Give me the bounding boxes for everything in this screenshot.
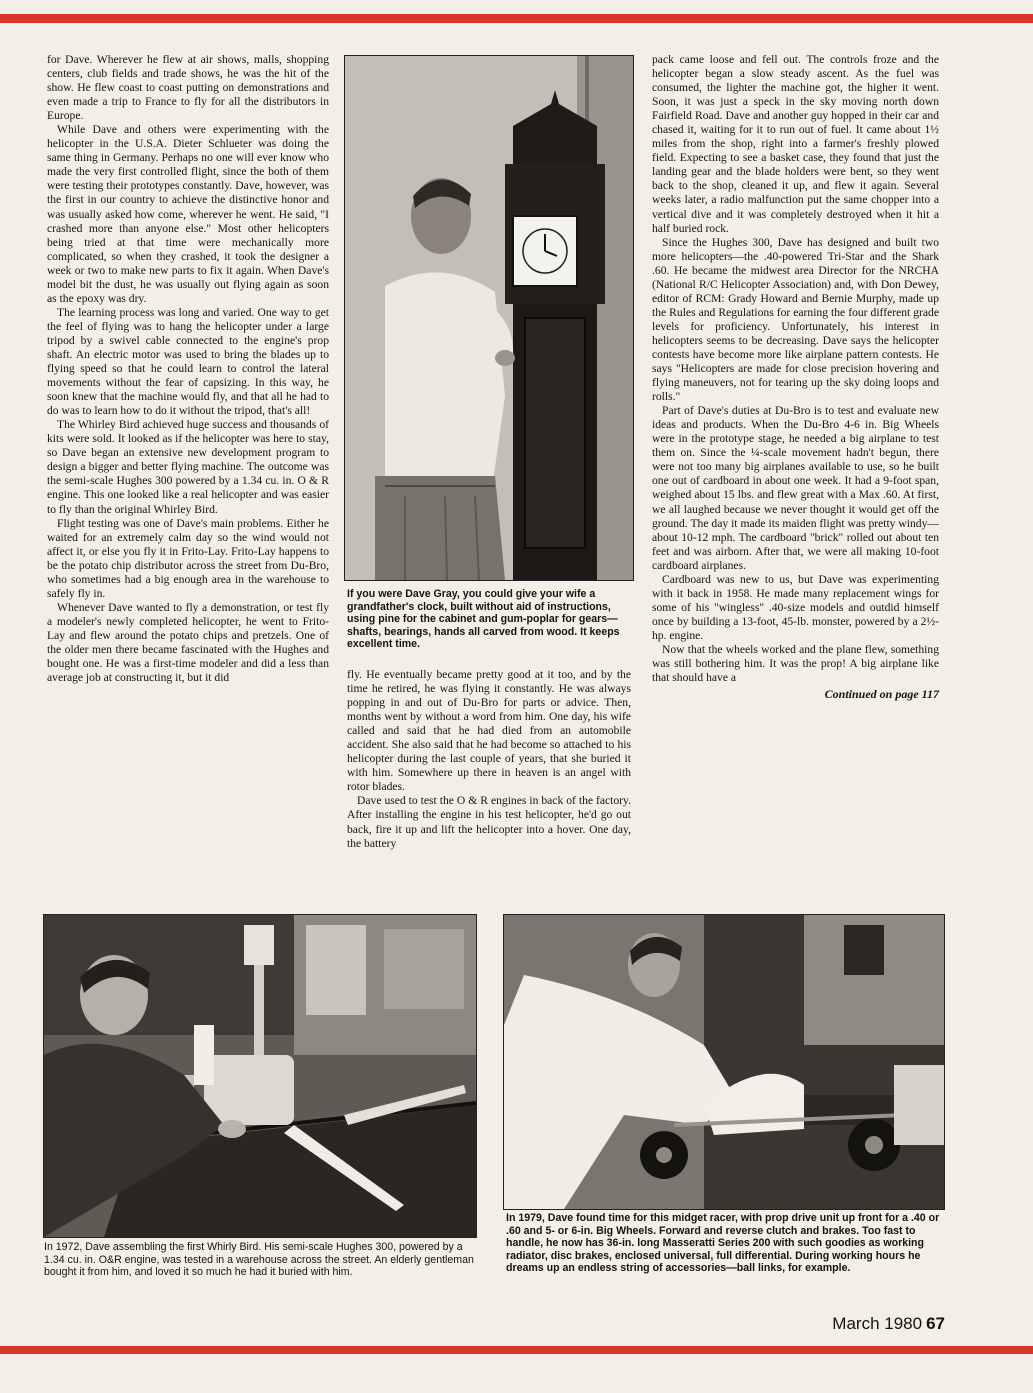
- paragraph: pack came loose and fell out. The controls froze and the helicopter began a slow steady ascent. As the fuel was consumed, the lighter the machine got, the higher it went. Soon, it was just a speck in the sky moving north down Fairfield Road. Dave and another guy hopped in their car and chased it, waiting for it to run out of fuel. It came about 1½ miles from the shop, right into a farmer's freshly plowed field. Expecting to see a basket case, they found that just the landing gear and the blade holders were bent, so they went back to the shop, cleaned it up, and flew it again. Several weeks later, a radio malfunction put the same chopper into a vertical dive and it was completely destroyed when it hit a half buried rock.: [652, 53, 939, 235]
- article-column-2: [347, 668, 631, 851]
- paragraph: Whenever Dave wanted to fly a demonstration, or test fly a modeler's newly completed helicopter, he went to Frito-Lay and flew around the potato chips and pretzels. One of the older men there became fascinated with the Hughes and bought one. He was a first-time modeler and did a less than average job at constructing it, but it did: [47, 600, 329, 685]
- top-red-rule: [0, 14, 1033, 23]
- page-footer: [832, 1314, 945, 1334]
- paragraph: The learning process was long and varied. One way to get the feel of flying was to hang the helicopter under a large tripod by a swivel cable connected to the engine's prop shaft. An electric motor was used to bring the blades up to flying speed so that he could learn to control the lateral movements without the fear of capsizing. In this way, he soon knew that the machine would fly, and that all he had to do was to learn how to do it without the tripod, that's all!: [47, 305, 329, 418]
- paragraph: fly. He eventually became pretty good at it too, and by the time he retired, he was flying it constantly. He was always popping in and out of Du-Bro for parts or advice. Then, months went by without a word from him. One day, his wife called and said that he had died from an automobile accident. She also said that he had become so attached to his helicopter during the last couple of years, that she buried it with him. Somewhere up there in heaven is an angel with rotor blades.: [347, 668, 631, 794]
- article-column-1: [47, 53, 329, 685]
- paragraph: Dave used to test the O & R engines in back of the factory. After installing the engine in his test helicopter, he'd go out back, fire it up and lift the helicopter into a hover. One day, the battery: [347, 794, 631, 850]
- paragraph: Cardboard was new to us, but Dave was experimenting with it back in 1958. He made many replacement wings for some of his "wingless" .40-size models and outdid himself once by building a 13-foot, 45-lb. monster, powered by a 2½-hp. engine.: [652, 572, 939, 642]
- photo-racer-illustration: [504, 915, 944, 1209]
- issue-date: March 1980: [832, 1314, 923, 1333]
- bottom-red-rule: [0, 1346, 1033, 1354]
- paragraph: Part of Dave's duties at Du-Bro is to test and evaluate new ideas and products. When the Du-Bro 4-6 in. Big Wheels were in the prototype stage, he needed a big airplane to test them on. Since the ¼-scale movement hadn't begun, there were not too many big airplanes available to use, so he built one out of cardboard in about one week. It had a 9-foot span, weighed about 15 lbs. and flew great with a Max .60. At first, we all laughed because we never thought it would get off the ground. The day it made its maiden flight was pretty windy—about 10-12 mph. The cardboard "brick" rolled out about ten feet and was airborn. After that, we were all making 10-foot cardboard airplanes.: [652, 404, 939, 572]
- paragraph: Flight testing was one of Dave's main problems. Either he waited for an extremely calm day so the wind would not affect it, or else you fly it in Frito-Lay. Frito-Lay happens to be the potato chip distributor across the street from Du-Bro, who sometimes had a big enough area in the warehouse to safely fly in.: [47, 516, 329, 600]
- paragraph: for Dave. Wherever he flew at air shows, malls, shopping centers, club fields and trade shows, he was the hit of the show. He flew coast to coast putting on demonstrations and even made a trip to France to fly for all the distributors in Europe.: [47, 53, 329, 123]
- paragraph: The Whirley Bird achieved huge success and thousands of kits were sold. It looked as if the helicopter was here to stay, so Dave began an extensive new development program to design a bigger and better flying machine. The outcome was the semi-scale Hughes 300 powered by a 1.34 cu. in. O & R engine. This one looked like a real helicopter and was easier to fly than the original Whirley Bird.: [47, 418, 329, 516]
- caption-midget-racer-photo: In 1979, Dave found time for this midget racer, with prop drive unit up front for a .40 or .60 and 5- or 6-in. Big Wheels. Forward and reverse clutch and brakes. Too fast to handle, he now has 36-in. long Masseratti Series 200 with such goodies as working radiator, disc brakes, enclosed universal, full differential. During working hours he dreams up an endless string of accessories—ball links, for example.: [506, 1212, 940, 1275]
- caption-whirly-bird-photo: In 1972, Dave assembling the first Whirly Bird. His semi-scale Hughes 300, powered by a 1.34 cu. in. O&R engine, was tested in a warehouse across the street. An elderly gentleman bought it from him, and loved it so much he had it buried with him.: [44, 1241, 474, 1279]
- photo-grandfather-clock: [344, 55, 634, 581]
- continued-on-page: Continued on page 117: [824, 687, 939, 702]
- page-number: 67: [926, 1314, 945, 1333]
- paragraph: Now that the wheels worked and the plane flew, something was still bothering him. It was the prop! A big airplane like that should have a: [652, 642, 939, 685]
- article-column-3: [652, 53, 939, 701]
- photo-midget-racer: [503, 914, 945, 1210]
- paragraph: Since the Hughes 300, Dave has designed and built two more helicopters—the .40-powered Tri-Star and the Shark .60. He became the midwest area Director for the NRCHA (National R/C Helicopter Association) and, with Don Dewey, editor of RCM: Grady Howard and Bernie Murphy, made up the Rules and Regulations for earning the four different grade levels for proficiency. Unfortunately, his interest in helicopters seems to be decreasing. Dave says the helicopter contests have become more like airplane pattern contests. He says "Helicopters are made for close precision hovering and flying maneuvers, not for tearing up the sky doing loops and rolls.": [652, 235, 939, 404]
- photo-whirly-bird-workbench: [43, 914, 477, 1238]
- paragraph: While Dave and others were experimenting with the helicopter in the U.S.A. Dieter Schlueter was doing the same thing in Germany. Perhaps no one will ever know who made the very first controlled flight, since the both of them were testing their prototypes constantly. Dave, however, was the first in our country to achieve the distinctive honor and was usually asked how come, wherever he went. He said, "I crashed more than anyone else." Most other helicopters being tried at that time were mechanically more complicated, so when they crashed, it took the designer a week or two to make new parts to fix it again. When Dave's model bit the dust, he was usually out flying again as soon as the epoxy was dry.: [47, 123, 329, 305]
- photo-clock-illustration: [345, 56, 633, 580]
- caption-clock-photo: If you were Dave Gray, you could give your wife a grandfather's clock, built without aid of instructions, using pine for the cabinet and gum-poplar for gears—shafts, bearings, hands all carved from wood. It keeps excellent time.: [347, 588, 620, 651]
- photo-whirly-illustration: [44, 915, 476, 1237]
